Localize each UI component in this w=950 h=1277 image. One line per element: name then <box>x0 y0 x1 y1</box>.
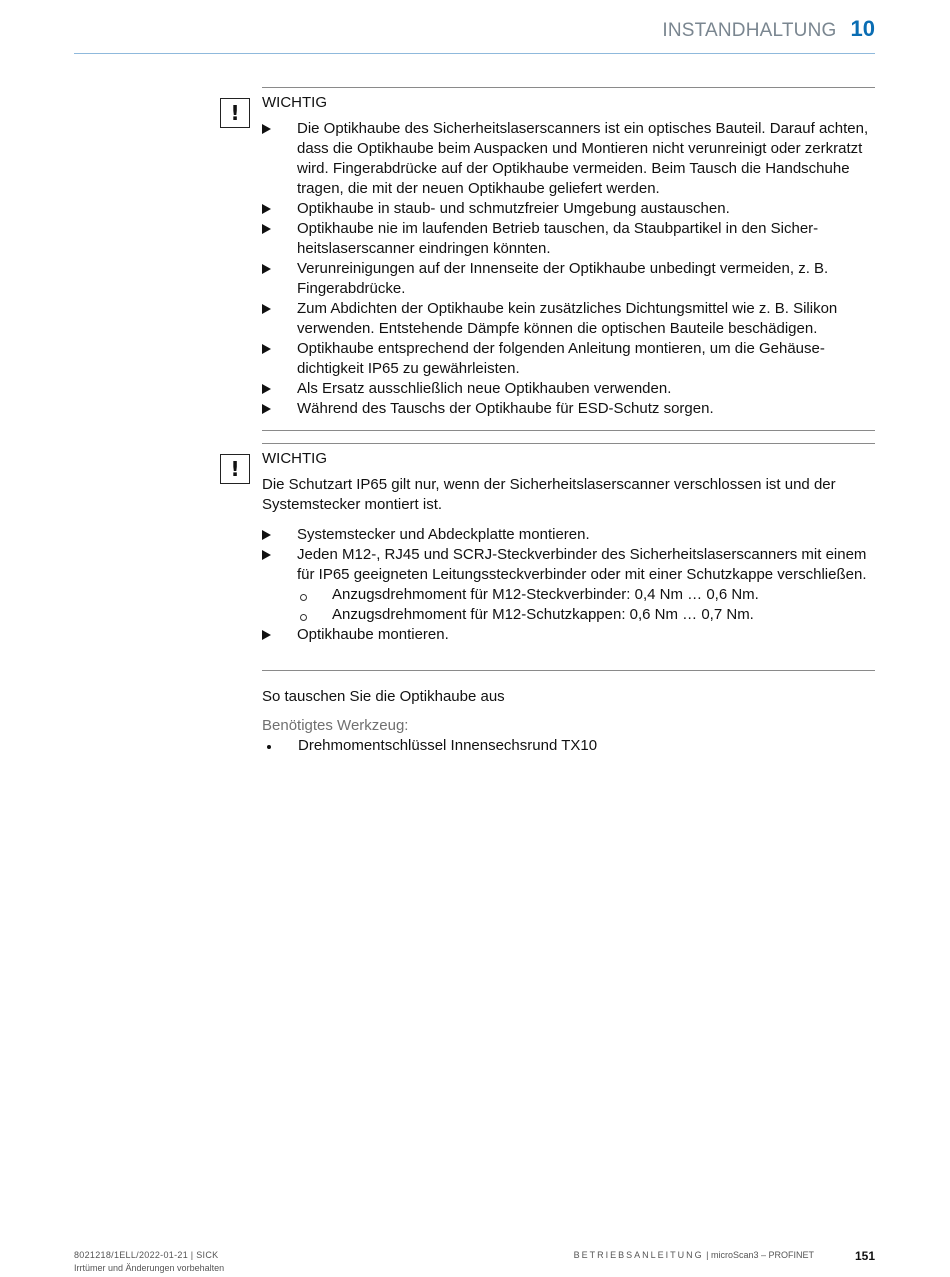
list-item: Zum Abdichten der Optikhaube kein zusätzliches Dichtungsmittel wie z. B. Silikon verwenden. Entstehende Dämpfe können die optischen Bauteile beschädigen. <box>262 299 875 339</box>
important-notice-2 <box>262 443 875 671</box>
triangle-bullet-icon <box>262 224 271 234</box>
disclaimer: Irrtümer und Änderungen vorbehalten <box>74 1263 225 1273</box>
sub-list-item: Anzugsdrehmoment für M12-Schutzkappen: 0,6 Nm … 0,7 Nm. <box>297 605 875 625</box>
footer-doc-info <box>74 1249 224 1275</box>
sub-list-item: Anzugsdrehmoment für M12-Steckverbinder: 0,4 Nm … 0,6 Nm. <box>297 585 875 605</box>
list-item: Optikhaube in staub- und schmutzfreier Umgebung austauschen. <box>262 199 875 219</box>
list-item: Optikhaube montieren. <box>262 625 875 645</box>
torque-sublist <box>297 585 875 625</box>
tools-list <box>262 736 597 756</box>
list-item: Jeden M12-, RJ45 und SCRJ-Steckverbinder des Sicherheitslaserscanners mit einem für IP65 geeigneten Leitungssteckverbinder oder mit einer Schutzkappe verschließen. Anzugsdrehmoment für M12-Steckverbinder: 0,4 Nm … 0,6 Nm. Anzugsdrehmoment für M12-Schutzkappen: 0,6 Nm … 0,7 Nm. <box>262 545 875 625</box>
list-item: Als Ersatz ausschließlich neue Optikhauben verwenden. <box>262 379 875 399</box>
circle-bullet-icon <box>300 594 307 601</box>
triangle-bullet-icon <box>262 630 271 640</box>
list-item: Optikhaube entsprechend der folgenden Anleitung montieren, um die Gehäusedichtigkeit IP65 zu gewährleisten. <box>262 339 875 379</box>
list-item: Die Optikhaube des Sicherheitslaserscanners ist ein optisches Bauteil. Darauf achten, dass die Optikhaube beim Auspacken und Montieren nicht verunreinigt oder zerkratzt wird. Fingerabdrücke auf der Optikhaube vermeiden. Beim Tausch die Handschuhe tragen, die mit der neuen Optikhaube geliefert werden. <box>262 119 875 199</box>
dot-bullet-icon <box>267 745 271 749</box>
triangle-bullet-icon <box>262 304 271 314</box>
exclamation-icon: ! <box>220 454 250 484</box>
tools-label: Benötigtes Werkzeug: <box>262 717 409 734</box>
triangle-bullet-icon <box>262 344 271 354</box>
section-title: So tauschen Sie die Optikhaube aus <box>262 688 505 705</box>
important-notice-1 <box>262 87 875 431</box>
notice-step-list <box>262 119 875 419</box>
manual-type: BETRIEBSANLEITUNG <box>573 1250 704 1260</box>
list-item: Optikhaube nie im laufenden Betrieb tauschen, da Staubpartikel in den Sicherheitslaserscanner eindringen könnten. <box>262 219 875 259</box>
footer-manual-info <box>574 1250 814 1260</box>
chapter-number: 10 <box>850 16 875 41</box>
triangle-bullet-icon <box>262 404 271 414</box>
triangle-bullet-icon <box>262 124 271 134</box>
list-item: Verunreinigungen auf der Innenseite der Optikhaube unbedingt vermeiden, z. B. Fingerabdrücke. <box>262 259 875 299</box>
triangle-bullet-icon <box>262 264 271 274</box>
notice-heading: WICHTIG <box>262 450 327 467</box>
notice-heading: WICHTIG <box>262 94 327 111</box>
exclamation-icon: ! <box>220 98 250 128</box>
list-item: Drehmomentschlüssel Innensechsrund TX10 <box>262 736 597 756</box>
page-header <box>662 16 875 42</box>
product-name: | microScan3 – PROFINET <box>703 1250 814 1260</box>
circle-bullet-icon <box>300 614 307 621</box>
chapter-title: INSTANDHALTUNG <box>662 20 837 41</box>
notice-step-list <box>262 525 875 645</box>
notice-text: Die Schutzart IP65 gilt nur, wenn der Sicherheitslaserscanner verschlossen ist und der Systemstecker montiert ist. <box>262 476 836 513</box>
triangle-bullet-icon <box>262 204 271 214</box>
list-item: Während des Tauschs der Optikhaube für ESD-Schutz sorgen. <box>262 399 875 419</box>
list-item: Systemstecker und Abdeckplatte montieren. <box>262 525 875 545</box>
triangle-bullet-icon <box>262 384 271 394</box>
triangle-bullet-icon <box>262 530 271 540</box>
page-number: 151 <box>854 1249 875 1263</box>
header-divider <box>74 53 875 54</box>
triangle-bullet-icon <box>262 550 271 560</box>
doc-id: 8021218/1ELL/2022-01-21 | SICK <box>74 1250 219 1260</box>
